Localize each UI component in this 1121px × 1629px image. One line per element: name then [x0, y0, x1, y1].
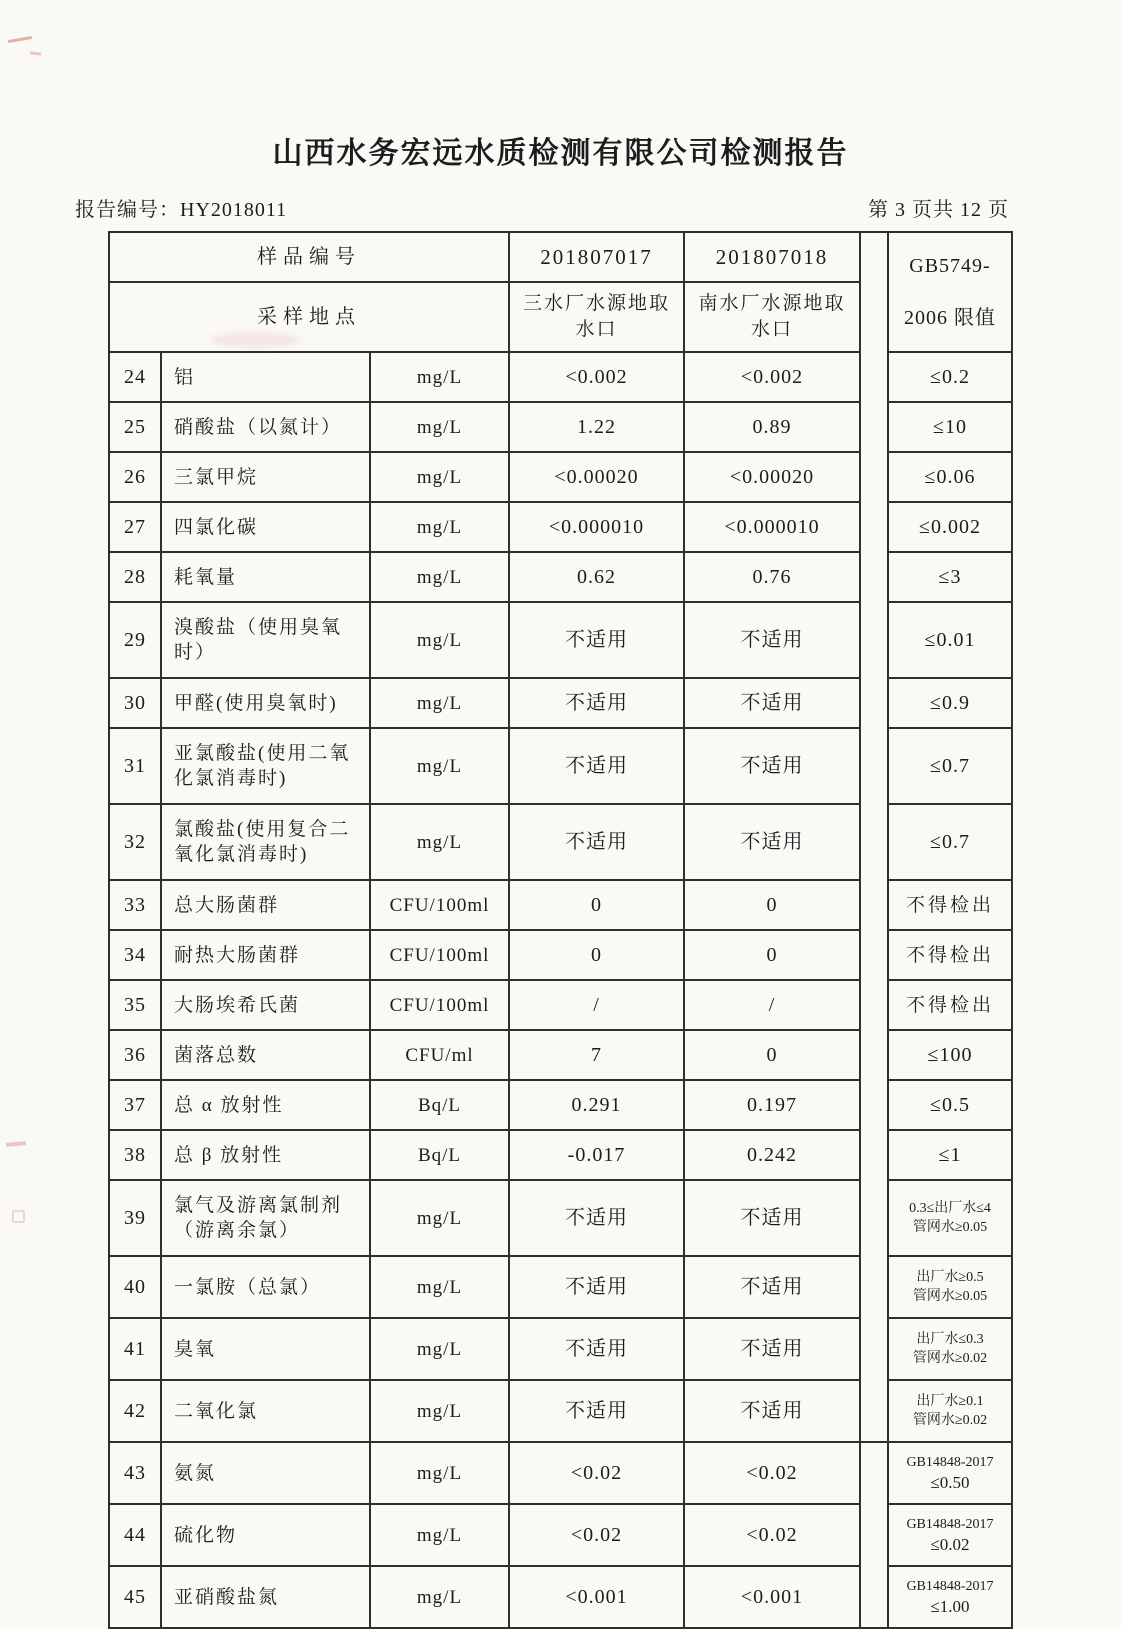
limit-value — [888, 804, 1012, 880]
row-number: 24 — [109, 352, 161, 402]
table-row — [109, 1318, 1012, 1380]
sample1-value: 0.62 — [509, 552, 684, 602]
table-row — [109, 1030, 1012, 1080]
table-row — [109, 502, 1012, 552]
separator-cell — [860, 552, 888, 602]
separator-cell — [860, 1566, 888, 1628]
limit-value — [888, 1030, 1012, 1080]
table-row — [109, 1130, 1012, 1180]
table-row — [109, 402, 1012, 452]
sample-id-label: 样品编号 — [109, 232, 509, 282]
sample2-value: 不适用 — [684, 1180, 860, 1256]
sample1-value: 0 — [509, 930, 684, 980]
separator-cell — [860, 502, 888, 552]
limit-value — [888, 880, 1012, 930]
limit-standard-line1: GB5749- — [909, 254, 991, 277]
sample2-value: 0.242 — [684, 1130, 860, 1180]
row-number: 32 — [109, 804, 161, 880]
sample1-value: 不适用 — [509, 1318, 684, 1380]
table-row — [109, 1080, 1012, 1130]
separator-cell — [860, 402, 888, 452]
separator-cell — [860, 980, 888, 1030]
row-number: 26 — [109, 452, 161, 502]
separator-cell — [860, 804, 888, 880]
limit-line: ≤0.002 — [919, 515, 981, 538]
table-row — [109, 804, 1012, 880]
sample2-value: 0.89 — [684, 402, 860, 452]
separator-cell — [860, 880, 888, 930]
limit-value — [888, 502, 1012, 552]
sample2-value: 0 — [684, 880, 860, 930]
sample-id-2: 201807018 — [684, 232, 860, 282]
limit-value — [888, 1380, 1012, 1442]
location-1: 三水厂水源地取水口 — [509, 282, 684, 352]
separator-cell — [860, 1030, 888, 1080]
table-row — [109, 728, 1012, 804]
unit: CFU/100ml — [370, 930, 509, 980]
sample1-value: <0.02 — [509, 1504, 684, 1566]
parameter-name: 硫化物 — [161, 1504, 370, 1566]
limit-value — [888, 552, 1012, 602]
row-number: 28 — [109, 552, 161, 602]
report-number: 报告编号：HY2018011 — [75, 199, 288, 221]
table-row — [109, 1256, 1012, 1318]
separator-cell — [860, 1442, 888, 1504]
unit: mg/L — [370, 1504, 509, 1566]
sample2-value: <0.00020 — [684, 452, 860, 502]
scan-artifact — [30, 51, 41, 55]
unit: mg/L — [370, 1566, 509, 1628]
parameter-name: 臭氧 — [161, 1318, 370, 1380]
page-indicator: 第 3 页共 12 页 — [868, 199, 1009, 221]
sample1-value: / — [509, 980, 684, 1030]
unit: mg/L — [370, 1318, 509, 1380]
sample1-value: 1.22 — [509, 402, 684, 452]
header-row-location — [109, 282, 1012, 352]
parameter-name: 铝 — [161, 352, 370, 402]
sample1-value: 不适用 — [509, 1380, 684, 1442]
separator-cell — [860, 282, 888, 352]
unit: mg/L — [370, 1256, 509, 1318]
sample2-value: <0.001 — [684, 1566, 860, 1628]
sample2-value: 0.197 — [684, 1080, 860, 1130]
sample1-value: 0 — [509, 880, 684, 930]
table-row — [109, 1380, 1012, 1442]
limit-line: GB14848-2017 — [906, 1454, 994, 1470]
parameter-name: 亚硝酸盐氮 — [161, 1566, 370, 1628]
separator-cell — [860, 1504, 888, 1566]
separator-cell — [860, 352, 888, 402]
unit: mg/L — [370, 452, 509, 502]
sample2-value: 不适用 — [684, 804, 860, 880]
sample2-value: <0.002 — [684, 352, 860, 402]
limit-standard-line2: 2006 限值 — [904, 306, 996, 329]
limit-line: ≤1 — [938, 1143, 962, 1166]
limit-line: ≤0.9 — [930, 691, 970, 714]
table-row — [109, 352, 1012, 402]
sample1-value: 不适用 — [509, 1256, 684, 1318]
parameter-name: 甲醛(使用臭氧时) — [161, 678, 370, 728]
sample1-value: 不适用 — [509, 728, 684, 804]
sample2-value: <0.02 — [684, 1504, 860, 1566]
row-number: 43 — [109, 1442, 161, 1504]
results-table — [108, 231, 1013, 1629]
row-number: 31 — [109, 728, 161, 804]
scan-artifact — [6, 1141, 26, 1146]
unit: mg/L — [370, 1380, 509, 1442]
sample2-value: 不适用 — [684, 602, 860, 678]
unit: mg/L — [370, 352, 509, 402]
sample1-value: 不适用 — [509, 678, 684, 728]
scan-artifact — [8, 36, 32, 43]
sample2-value: 不适用 — [684, 1318, 860, 1380]
limit-line: 出厂水≤0.3 — [916, 1332, 984, 1347]
sample1-value: 不适用 — [509, 804, 684, 880]
table-row — [109, 930, 1012, 980]
separator-cell — [860, 1130, 888, 1180]
sample2-value: 不适用 — [684, 1380, 860, 1442]
row-number: 40 — [109, 1256, 161, 1318]
sample2-value: / — [684, 980, 860, 1030]
limit-line: ≤0.01 — [924, 628, 976, 651]
unit: CFU/ml — [370, 1030, 509, 1080]
table-row — [109, 1180, 1012, 1256]
limit-line: ≤100 — [927, 1043, 973, 1066]
scan-artifact — [12, 1210, 25, 1223]
parameter-name: 耗氧量 — [161, 552, 370, 602]
limit-line: 管网水≥0.02 — [912, 1413, 988, 1428]
sample1-value: 7 — [509, 1030, 684, 1080]
limit-line: 管网水≥0.05 — [912, 1220, 988, 1235]
separator-cell — [860, 1180, 888, 1256]
table-row — [109, 452, 1012, 502]
limit-line: 出厂水≥0.5 — [916, 1270, 984, 1285]
limit-line: 0.3≤出厂水≤4 — [909, 1201, 991, 1216]
table-row — [109, 552, 1012, 602]
limit-standard-header — [888, 232, 1012, 352]
limit-value — [888, 402, 1012, 452]
limit-line: ≤0.7 — [930, 754, 970, 777]
limit-line: 出厂水≥0.1 — [916, 1394, 984, 1409]
table-row — [109, 880, 1012, 930]
limit-line: 不得检出 — [905, 994, 994, 1016]
row-number: 29 — [109, 602, 161, 678]
sample1-value: 不适用 — [509, 602, 684, 678]
sample1-value: -0.017 — [509, 1130, 684, 1180]
unit: mg/L — [370, 804, 509, 880]
unit: mg/L — [370, 678, 509, 728]
row-number: 42 — [109, 1380, 161, 1442]
limit-line: ≤0.2 — [930, 365, 970, 388]
table-row — [109, 678, 1012, 728]
separator-cell — [860, 728, 888, 804]
location-2: 南水厂水源地取水口 — [684, 282, 860, 352]
separator-cell — [860, 232, 888, 282]
unit: mg/L — [370, 552, 509, 602]
limit-value — [888, 728, 1012, 804]
sample2-value: 0.76 — [684, 552, 860, 602]
sample1-value: <0.02 — [509, 1442, 684, 1504]
sample1-value: 0.291 — [509, 1080, 684, 1130]
parameter-name: 亚氯酸盐(使用二氧化氯消毒时) — [161, 728, 370, 804]
sample2-value: 0 — [684, 1030, 860, 1080]
limit-value — [888, 1442, 1012, 1504]
unit: mg/L — [370, 728, 509, 804]
row-number: 39 — [109, 1180, 161, 1256]
row-number: 44 — [109, 1504, 161, 1566]
separator-cell — [860, 678, 888, 728]
limit-value — [888, 1566, 1012, 1628]
row-number: 27 — [109, 502, 161, 552]
limit-value — [888, 1080, 1012, 1130]
unit: CFU/100ml — [370, 980, 509, 1030]
sample2-value: 不适用 — [684, 1256, 860, 1318]
parameter-name: 氯气及游离氯制剂（游离余氯） — [161, 1180, 370, 1256]
separator-cell — [860, 1080, 888, 1130]
parameter-name: 氯酸盐(使用复合二氧化氯消毒时) — [161, 804, 370, 880]
table-row — [109, 1566, 1012, 1628]
sample2-value: <0.000010 — [684, 502, 860, 552]
parameter-name: 氨氮 — [161, 1442, 370, 1504]
parameter-name: 硝酸盐（以氮计） — [161, 402, 370, 452]
sample2-value: <0.02 — [684, 1442, 860, 1504]
parameter-name: 四氯化碳 — [161, 502, 370, 552]
parameter-name: 耐热大肠菌群 — [161, 930, 370, 980]
limit-value — [888, 452, 1012, 502]
row-number: 25 — [109, 402, 161, 452]
row-number: 36 — [109, 1030, 161, 1080]
limit-line: ≤10 — [933, 415, 967, 438]
report-meta-row — [75, 193, 1009, 222]
limit-line: ≤0.06 — [924, 465, 976, 488]
parameter-name: 菌落总数 — [161, 1030, 370, 1080]
limit-value — [888, 930, 1012, 980]
separator-cell — [860, 452, 888, 502]
sample2-value: 0 — [684, 930, 860, 980]
unit: mg/L — [370, 402, 509, 452]
parameter-name: 一氯胺（总氯） — [161, 1256, 370, 1318]
parameter-name: 大肠埃希氏菌 — [161, 980, 370, 1030]
separator-cell — [860, 1380, 888, 1442]
parameter-name: 二氧化氯 — [161, 1380, 370, 1442]
parameter-name: 三氯甲烷 — [161, 452, 370, 502]
limit-value — [888, 678, 1012, 728]
limit-value — [888, 1180, 1012, 1256]
unit: mg/L — [370, 602, 509, 678]
row-number: 41 — [109, 1318, 161, 1380]
sample2-value: 不适用 — [684, 728, 860, 804]
unit: Bq/L — [370, 1130, 509, 1180]
results-table-container — [108, 231, 1011, 1629]
page-title: 山西水务宏远水质检测有限公司检测报告 — [272, 137, 849, 170]
limit-line: ≤0.50 — [930, 1472, 970, 1492]
row-number: 38 — [109, 1130, 161, 1180]
limit-line: 不得检出 — [905, 944, 994, 966]
limit-line: GB14848-2017 — [906, 1578, 994, 1594]
table-row — [109, 1442, 1012, 1504]
table-row — [109, 602, 1012, 678]
limit-value — [888, 1504, 1012, 1566]
unit: Bq/L — [370, 1080, 509, 1130]
table-row — [109, 980, 1012, 1030]
location-label: 采样地点 — [109, 282, 509, 352]
limit-line: GB14848-2017 — [906, 1516, 994, 1532]
table-row — [109, 1504, 1012, 1566]
unit: mg/L — [370, 1180, 509, 1256]
row-number: 34 — [109, 930, 161, 980]
sample1-value: <0.000010 — [509, 502, 684, 552]
limit-value — [888, 980, 1012, 1030]
row-number: 33 — [109, 880, 161, 930]
limit-line: 不得检出 — [905, 894, 994, 916]
unit: CFU/100ml — [370, 880, 509, 930]
parameter-name: 总大肠菌群 — [161, 880, 370, 930]
row-number: 45 — [109, 1566, 161, 1628]
limit-value — [888, 602, 1012, 678]
header-row-sample-id — [109, 232, 1012, 282]
limit-value — [888, 1318, 1012, 1380]
sample1-value: <0.00020 — [509, 452, 684, 502]
separator-cell — [860, 602, 888, 678]
separator-cell — [860, 1318, 888, 1380]
limit-line: ≤0.5 — [930, 1093, 970, 1116]
limit-line: 管网水≥0.05 — [912, 1289, 988, 1304]
limit-line: ≤0.7 — [930, 830, 970, 853]
parameter-name: 溴酸盐（使用臭氧时） — [161, 602, 370, 678]
limit-line: ≤1.00 — [930, 1596, 970, 1616]
unit: mg/L — [370, 1442, 509, 1504]
row-number: 35 — [109, 980, 161, 1030]
separator-cell — [860, 1256, 888, 1318]
parameter-name: 总 α 放射性 — [161, 1080, 370, 1130]
separator-cell — [860, 930, 888, 980]
row-number: 30 — [109, 678, 161, 728]
limit-line: 管网水≥0.02 — [912, 1351, 988, 1366]
sample-id-1: 201807017 — [509, 232, 684, 282]
row-number: 37 — [109, 1080, 161, 1130]
sample2-value: 不适用 — [684, 678, 860, 728]
limit-line: ≤0.02 — [930, 1534, 970, 1554]
limit-value — [888, 352, 1012, 402]
limit-line: ≤3 — [938, 565, 962, 588]
limit-value — [888, 1130, 1012, 1180]
sample1-value: <0.001 — [509, 1566, 684, 1628]
unit: mg/L — [370, 502, 509, 552]
sample1-value: 不适用 — [509, 1180, 684, 1256]
parameter-name: 总 β 放射性 — [161, 1130, 370, 1180]
sample1-value: <0.002 — [509, 352, 684, 402]
limit-value — [888, 1256, 1012, 1318]
